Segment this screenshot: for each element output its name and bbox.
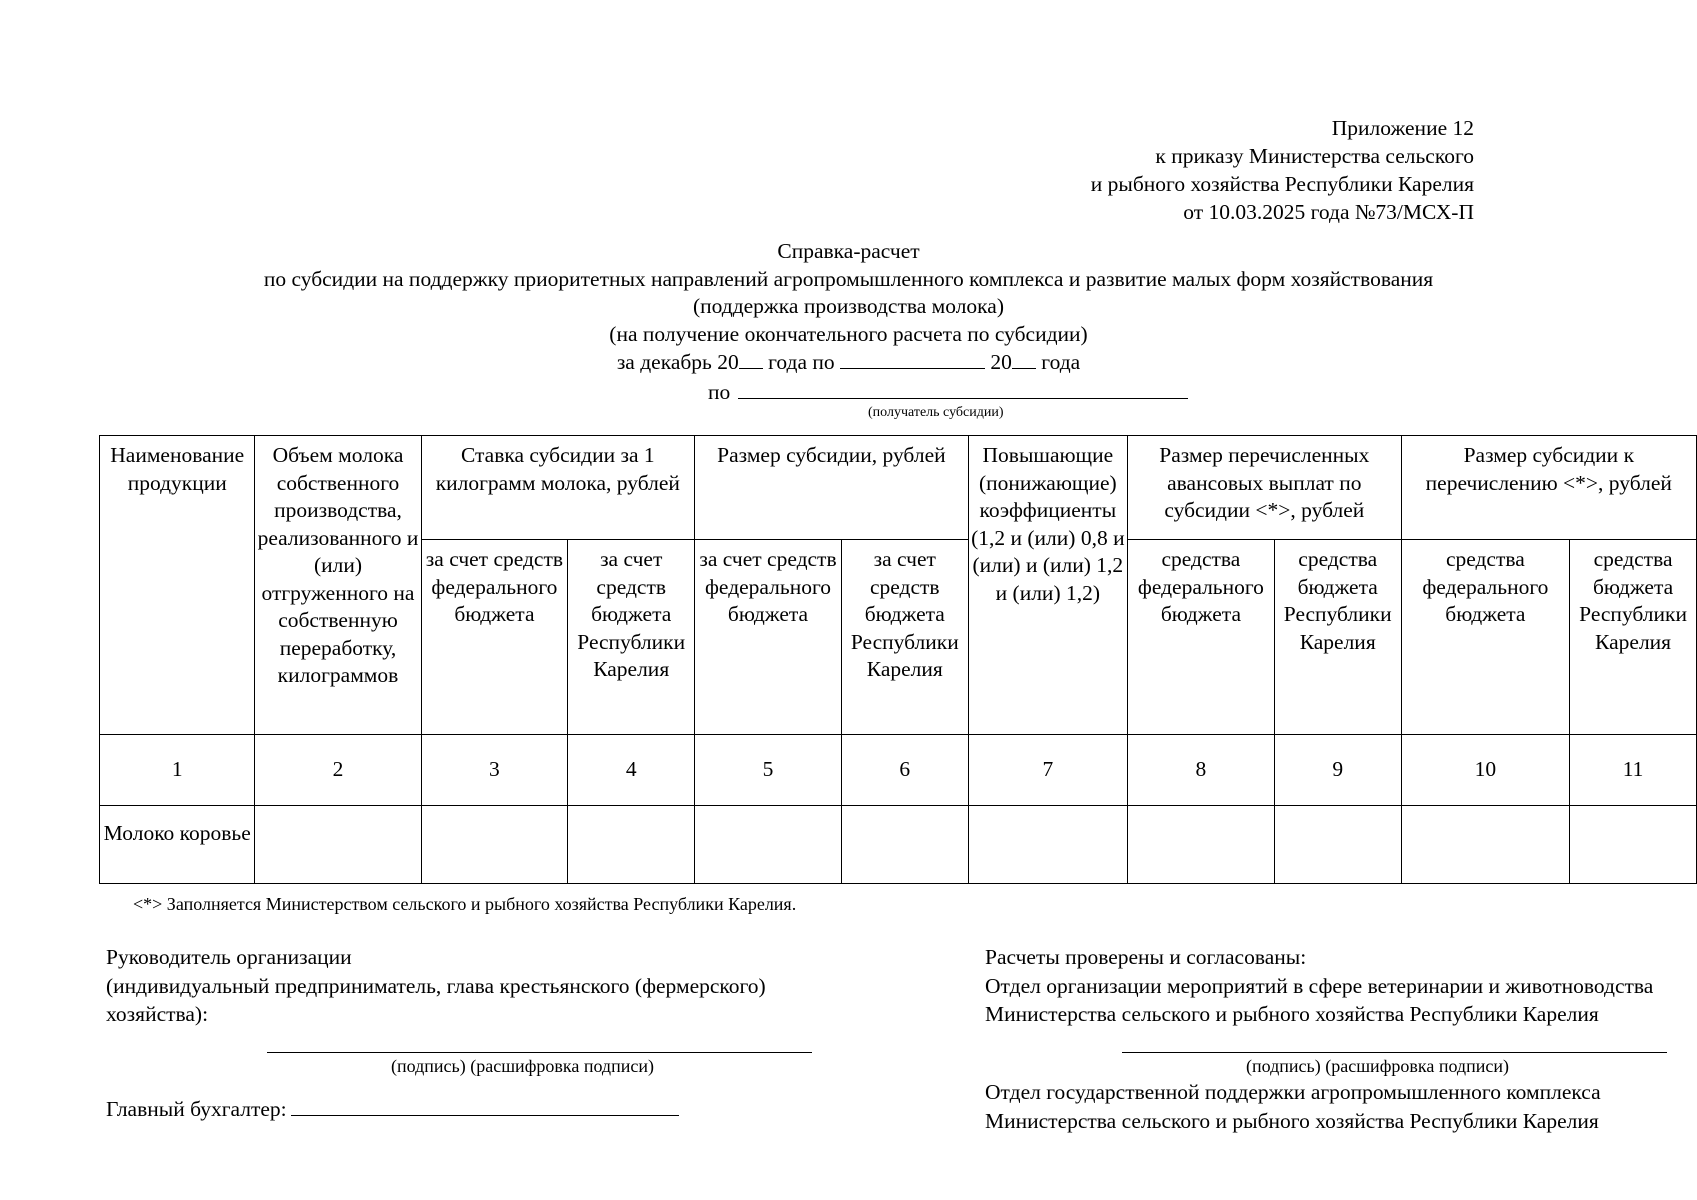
- column-number: 8: [1128, 735, 1275, 806]
- appendix-number: Приложение 12: [1331, 116, 1474, 140]
- subheader-advance-federal: средства федерального бюджета: [1128, 540, 1275, 735]
- year-blank-1[interactable]: [739, 348, 763, 369]
- column-number: 1: [100, 735, 255, 806]
- period-text-b: года по: [768, 350, 835, 374]
- column-number: 10: [1401, 735, 1570, 806]
- appendix-ministry-line: и рыбного хозяйства Республики Карелия: [1090, 172, 1474, 196]
- header-transfer-amount: Размер субсидии к перечислению <*>, рублей: [1401, 436, 1696, 540]
- head-signature-caption: (подпись) (расшифровка подписи): [391, 1056, 654, 1076]
- subheader-size-federal: за счет средств федерального бюджета: [695, 540, 842, 735]
- column-number: 4: [568, 735, 695, 806]
- ministry-name-1: Министерства сельского и рыбного хозяйства Республики Карелия: [985, 1002, 1599, 1026]
- calculation-table: [99, 435, 1697, 884]
- title-milk-support: (поддержка производства молока): [692, 294, 1005, 318]
- header-coefficients: Повышающие (понижающие) коэффициенты (1,2 и (или) 0,8 и (или) и (или) 1,2 и (или) 1,2): [968, 436, 1127, 735]
- size-regional-cell[interactable]: [841, 806, 968, 884]
- ministry-name-2: Министерства сельского и рыбного хозяйства Республики Карелия: [985, 1108, 1599, 1133]
- chief-accountant-label: Главный бухгалтер:: [106, 1097, 287, 1121]
- column-number: 7: [968, 735, 1127, 806]
- title-final-calc: (на получение окончательного расчета по субсидии): [609, 321, 1088, 346]
- product-name-cell: Молоко коровье: [100, 806, 255, 884]
- rate-federal-cell[interactable]: [421, 806, 568, 884]
- recipient-caption: (получатель субсидии): [868, 405, 1004, 420]
- support-department-block: [985, 1078, 1601, 1135]
- size-federal-cell[interactable]: [695, 806, 842, 884]
- recipient-blank[interactable]: [738, 380, 1188, 399]
- column-number: 3: [421, 735, 568, 806]
- head-entrepreneur-note: (индивидуальный предприниматель, глава крестьянского (фермерского): [106, 973, 766, 998]
- verified-label: Расчеты проверены и согласованы:: [985, 945, 1307, 969]
- advance-federal-cell[interactable]: [1128, 806, 1275, 884]
- period-text-c: 20: [990, 350, 1012, 374]
- title-period: [0, 348, 1697, 377]
- column-number: 2: [255, 735, 421, 806]
- verifier-signature-caption: (подпись) (расшифровка подписи): [1246, 1056, 1509, 1076]
- subheader-transfer-federal: средства федерального бюджета: [1401, 540, 1570, 735]
- subheader-rate-federal: за счет средств федерального бюджета: [421, 540, 568, 735]
- support-department: Отдел государственной поддержки агропромышленного комплекса: [985, 1080, 1601, 1104]
- appendix-order-date: от 10.03.2025 года №73/МСХ-П: [1183, 200, 1474, 224]
- transfer-regional-cell[interactable]: [1570, 806, 1697, 884]
- column-number-row: [100, 735, 1697, 806]
- column-number: 11: [1570, 735, 1697, 806]
- subheader-size-regional: за счет средств бюджета Республики Карелия: [841, 540, 968, 735]
- head-of-organization-block: [106, 943, 766, 1029]
- document-title: [0, 238, 1697, 377]
- header-product-name: Наименование продукции: [100, 436, 255, 735]
- head-title: Руководитель организации: [106, 945, 352, 969]
- footnote: <*> Заполняется Министерством сельского и рыбного хозяйства Республики Карелия.: [133, 894, 797, 914]
- period-text-d: года: [1041, 350, 1081, 374]
- title-main: Справка-расчет: [777, 239, 920, 263]
- recipient-line: [708, 379, 1188, 406]
- head-farm-note: хозяйства):: [106, 1002, 209, 1026]
- recipient-label: по: [708, 380, 731, 404]
- title-subsidy: по субсидии на поддержку приоритетных направлений агропромышленного комплекса и развитие малых форм хозяйствования: [263, 266, 1434, 291]
- milk-volume-cell[interactable]: [255, 806, 421, 884]
- column-number: 5: [695, 735, 842, 806]
- chief-accountant-blank[interactable]: [291, 1097, 679, 1116]
- header-subsidy-rate: Ставка субсидии за 1 килограмм молока, рублей: [421, 436, 695, 540]
- month-blank[interactable]: [840, 348, 985, 369]
- header-row-1: [100, 436, 1697, 540]
- subheader-rate-regional: за счет средств бюджета Республики Карелия: [568, 540, 695, 735]
- advance-regional-cell[interactable]: [1274, 806, 1401, 884]
- table-row: [100, 806, 1697, 884]
- head-signature-line[interactable]: [267, 1052, 812, 1053]
- appendix-header: [1091, 114, 1474, 226]
- subheader-advance-regional: средства бюджета Республики Карелия: [1274, 540, 1401, 735]
- year-blank-2[interactable]: [1012, 348, 1036, 369]
- subheader-transfer-regional: средства бюджета Республики Карелия: [1570, 540, 1697, 735]
- header-milk-volume: Объем молока собственного производства, реализованного и (или) отгруженного на собственную переработку, килограммов: [255, 436, 421, 735]
- verifier-signature-line[interactable]: [1122, 1052, 1667, 1053]
- header-advance-payments: Размер перечисленных авансовых выплат по субсидии <*>, рублей: [1128, 436, 1402, 540]
- veterinary-department: Отдел организации мероприятий в сфере ветеринарии и животноводства: [985, 973, 1654, 998]
- rate-regional-cell[interactable]: [568, 806, 695, 884]
- verification-block: [985, 943, 1653, 1029]
- coefficient-cell[interactable]: [968, 806, 1127, 884]
- period-text-a: за декабрь 20: [616, 350, 739, 374]
- header-subsidy-size: Размер субсидии, рублей: [695, 436, 969, 540]
- transfer-federal-cell[interactable]: [1401, 806, 1570, 884]
- appendix-order-line: к приказу Министерства сельского: [1155, 144, 1474, 168]
- chief-accountant-line: [106, 1097, 679, 1122]
- column-number: 6: [841, 735, 968, 806]
- column-number: 9: [1274, 735, 1401, 806]
